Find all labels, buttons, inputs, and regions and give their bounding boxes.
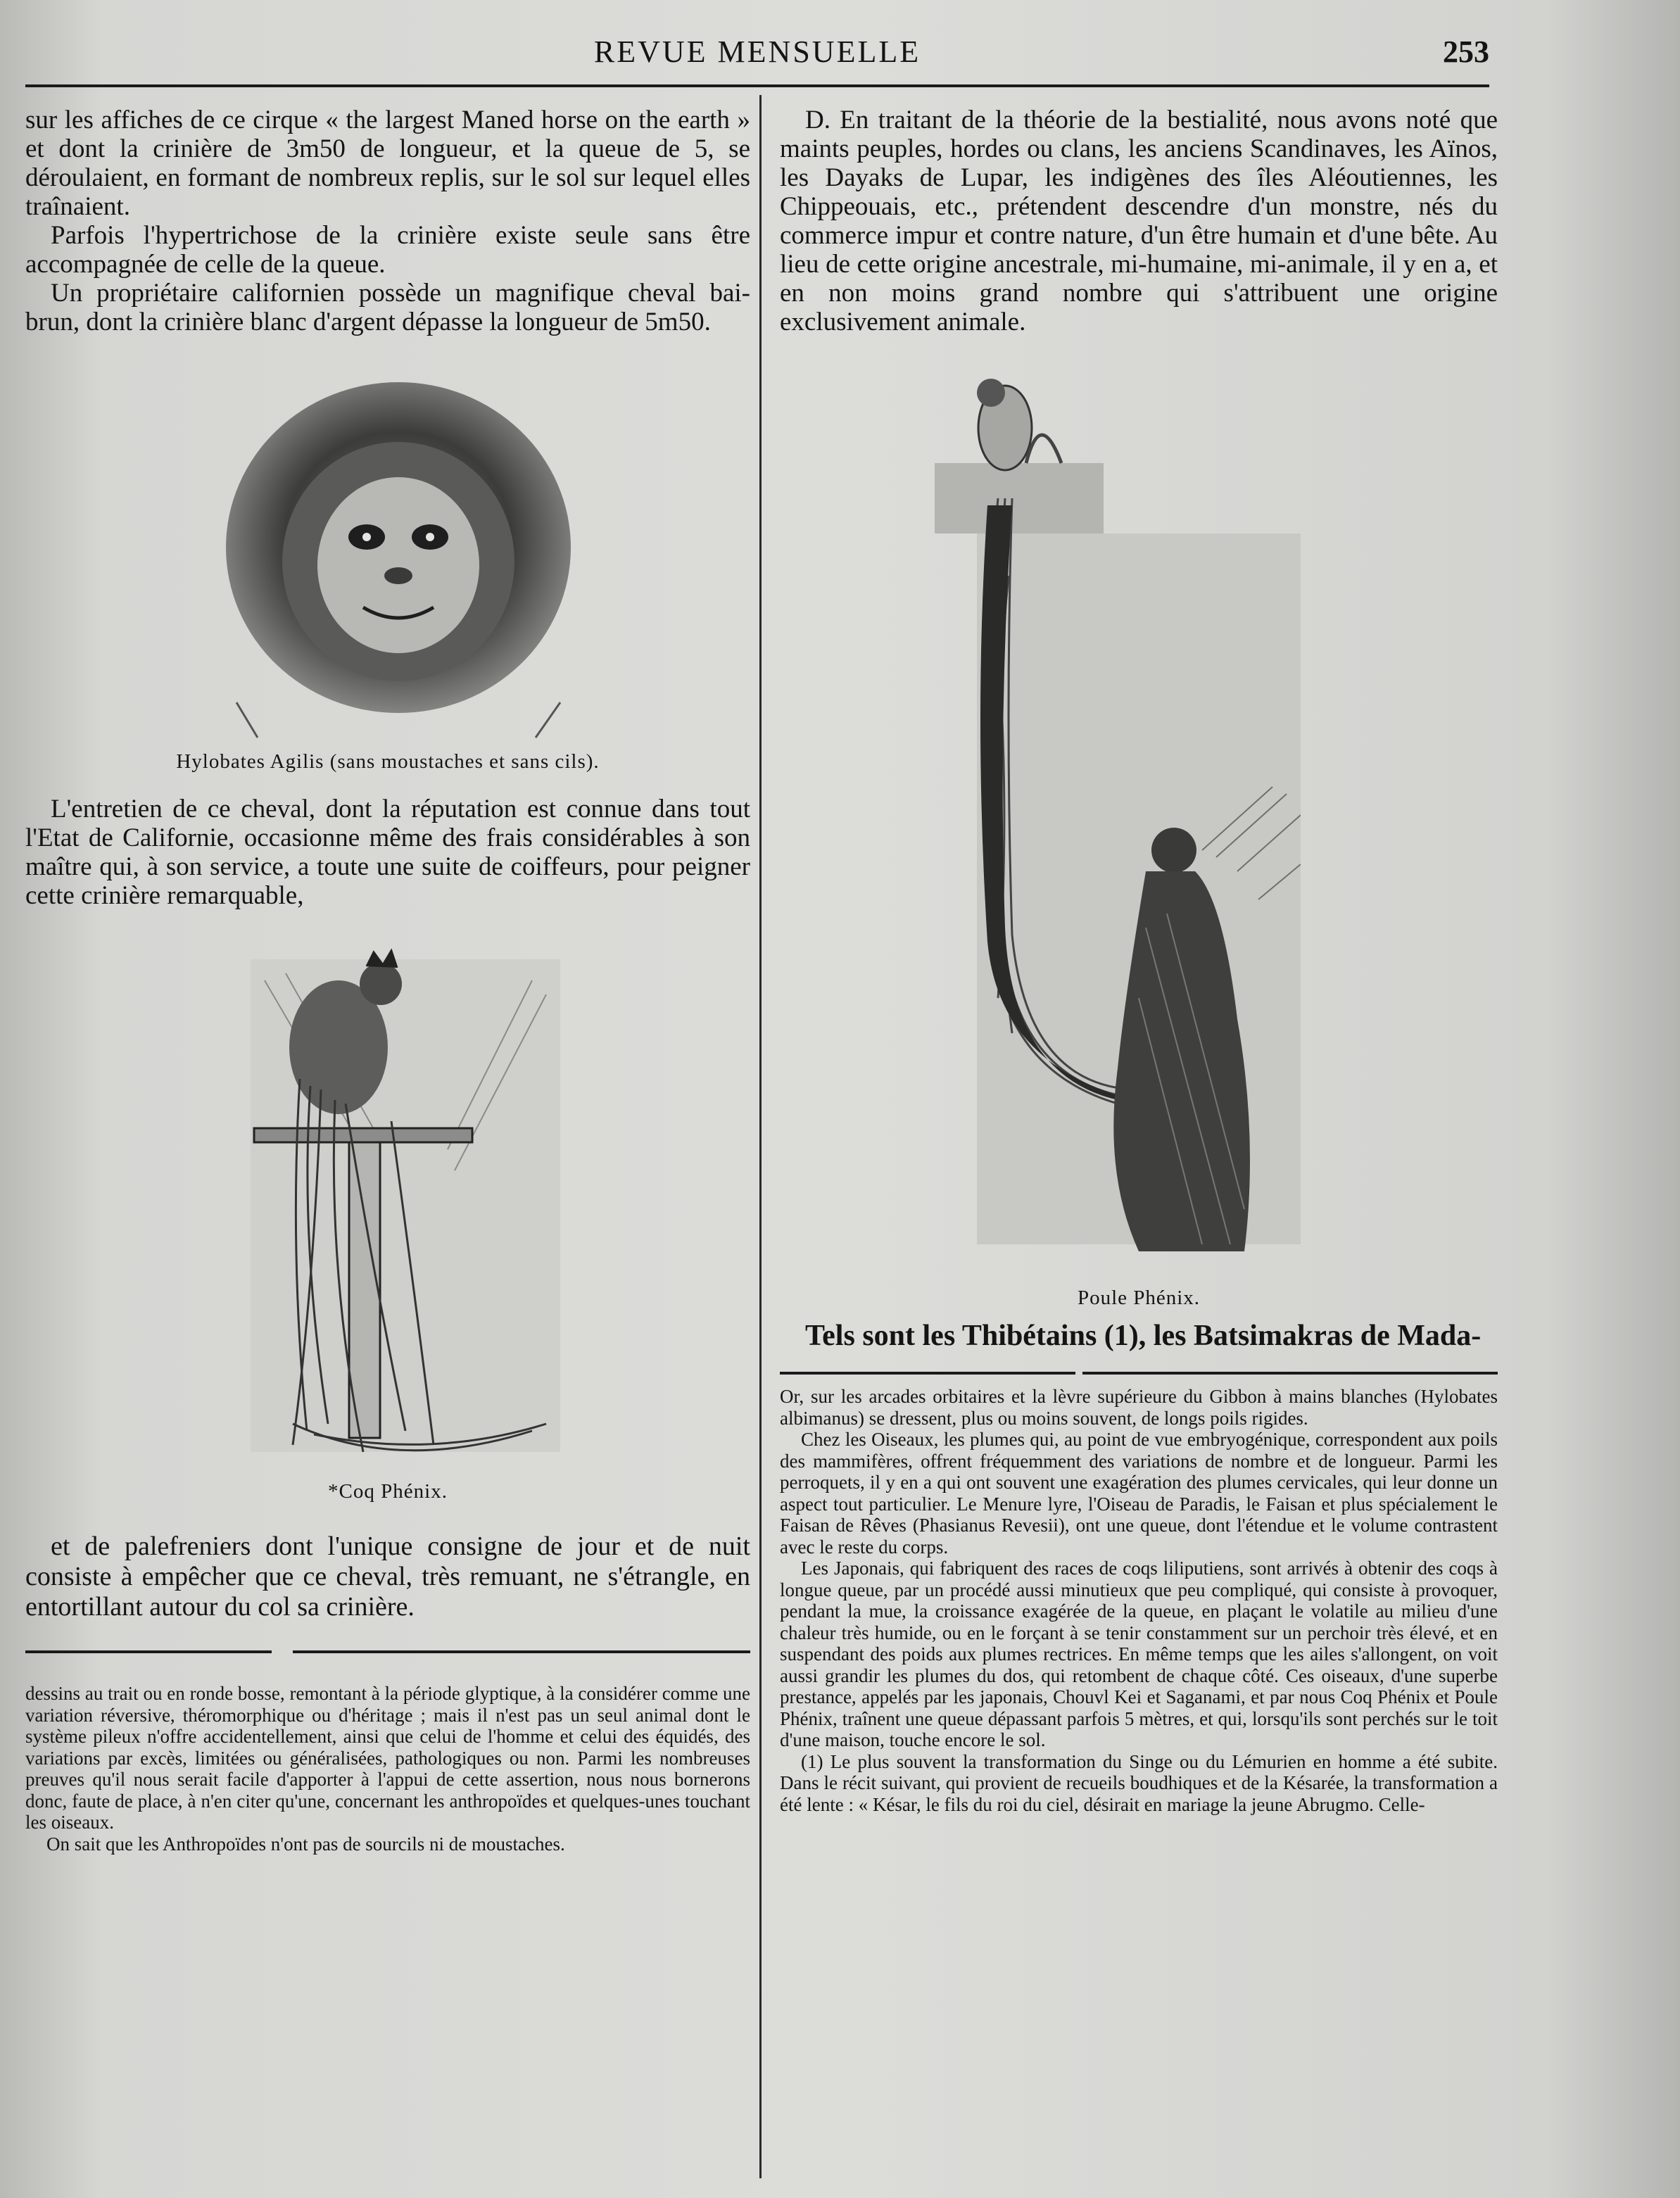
right-paragraph-2: Tels sont les Thibétains (1), les Batsimakras de Mada- — [805, 1320, 1482, 1352]
header-rule — [25, 84, 1489, 87]
page-header — [25, 34, 1489, 76]
left-footnote-rule — [25, 1650, 750, 1653]
right-footnote-rule — [780, 1372, 1498, 1375]
coq-phenix-drawing — [222, 938, 588, 1473]
left-paragraph-4: L'entretien de ce cheval, dont la réputation est connue dans tout l'Etat de Californie, occasionne même des frais considérables à son maître qui, à son service, a toute une suite de coiffeurs, pour peigner cette crinière remarquable, — [25, 795, 750, 910]
poule-phenix-drawing — [935, 365, 1301, 1280]
column-divider — [759, 95, 762, 2178]
left-paragraph-1: sur les affiches de ce cirque « the largest Maned horse on the earth » et dont la crinière de 3m50 de longueur, et la queue de 5, se déroulaient, en formant de nombreux replis, sur le sol sur lequel elles traînaient. — [25, 106, 750, 221]
page-number: 253 — [1443, 34, 1489, 69]
poule-phenix-illustration — [935, 365, 1301, 1280]
left-paragraph-3: Un propriétaire californien possède un magnifique cheval bai-brun, dont la crinière blanc d'argent dépasse la longueur de 5m50. — [25, 279, 750, 336]
left-paragraph-2: Parfois l'hypertrichose de la crinière existe seule sans être accompagnée de celle de la queue. — [25, 221, 750, 279]
right-footnote-4: (1) Le plus souvent la transformation du Singe ou du Lémurien en homme a été subite. Dans le récit suivant, qui provient de recueils boudhiques et de la Késarée, la transformation a été lente : « Késar, le fils du roi du ciel, désirait en mariage la jeune Abrugmo. Celle- — [780, 1750, 1498, 1815]
left-footnote-2: On sait que les Anthropoïdes n'ont pas de sourcils ni de moustaches. — [46, 1833, 565, 1855]
right-footnote-3: Les Japonais, qui fabriquent des races de coqs liliputiens, sont arrivés à obtenir des coqs à longue queue, par un procédé aussi minutieux que peu compliqué, qui consiste à provoquer, pendant la mue, la croissance exagérée de la queue, en plaçant le volatile au milieu d'une chaleur très humide, ou en le forçant à se tenir constamment sur un perchoir très élevé, et en suspendant des poids aux plumes rectrices. En même temps que les ailes s'allongent, on voit aussi grandir les plumes du dos, qui retombent de chaque côté. Ces oiseaux, d'une superbe prestance, appelés par les japonais, Chouvl Kei et Saganami, et par nous Coq Phénix et Poule Phénix, traînent une queue dépassant parfois 5 mètres, et qui, lorsqu'ils sont perchés sur le toit d'une maison, touche encore le sol. — [780, 1558, 1498, 1750]
left-footnotes — [25, 1683, 750, 1855]
right-paragraph-1: D. En traitant de la théorie de la bestialité, nous avons noté que maints peuples, hordes ou clans, les anciens Scandinaves, les Aïnos, les Dayaks de Lupar, les indigènes des îles Aléoutiennes, les Chippeouais, etc., prétendent descendre d'un monstre, nés du commerce impur et contre nature, d'un être humain et d'une bête. Au lieu de cette origine ancestrale, mi-humaine, mi-animale, il y en a, et en non moins grand nombre qui s'attribuent une origine exclusivement animale. — [780, 106, 1498, 336]
left-paragraph-5: et de palefreniers dont l'unique consigne de jour et de nuit consiste à empêcher que ce cheval, très remuant, ne s'étrangle, en entortillant autour du col sa crinière. — [25, 1531, 750, 1622]
right-footnote-1: Or, sur les arcades orbitaires et la lèvre supérieure du Gibbon à mains blanches (Hylobates albimanus) se dressent, plus ou moins souvent, de longs poils rigides. — [780, 1386, 1498, 1429]
poule-caption: Poule Phénix. — [1077, 1287, 1201, 1309]
gibbon-caption: Hylobates Agilis (sans moustaches et sans cils). — [176, 750, 600, 773]
left-column — [25, 106, 750, 1855]
right-footnotes — [780, 1386, 1498, 1815]
right-footnote-2: Chez les Oiseaux, les plumes qui, au point de vue embryogénique, correspondent aux poils des mammifères, offrent fréquemment des variations de nombre et de longueur. Parmi les perroquets, il y en a qui ont souvent une exagération des plumes cervicales, qui leur donne un aspect tout particulier. Le Menure lyre, l'Oiseau de Paradis, le Faisan et plus spécialement le Faisan de Rêves (Phasianus Revesii), ont une queue, dont l'étendue et le volume contrastent avec le reste du corps. — [780, 1429, 1498, 1558]
coq-caption: *Coq Phénix. — [328, 1480, 448, 1503]
coq-phenix-illustration — [222, 938, 588, 1473]
gibbon-illustration — [152, 372, 645, 745]
right-column — [780, 106, 1498, 1815]
running-head: REVUE MENSUELLE — [593, 34, 921, 69]
left-footnote-1: dessins au trait ou en ronde bosse, remontant à la période glyptique, à la considérer comme une variation réversive, théromorphique ou d'héritage ; mais il n'est pas un seul animal dont le système pileux n'offre accidentellement, ainsi que celui de l'homme et celui des équidés, des variations par excès, limitées ou généralisées, pathologiques ou non. Parmi les nombreuses preuves qu'il nous serait facile d'apporter à l'appui de cette assertion, nous nous bornerons donc, faute de place, à n'en citer qu'une, concernant les anthropoïdes et quelques-unes touchant les oiseaux. — [25, 1683, 750, 1833]
gibbon-drawing — [152, 372, 645, 745]
